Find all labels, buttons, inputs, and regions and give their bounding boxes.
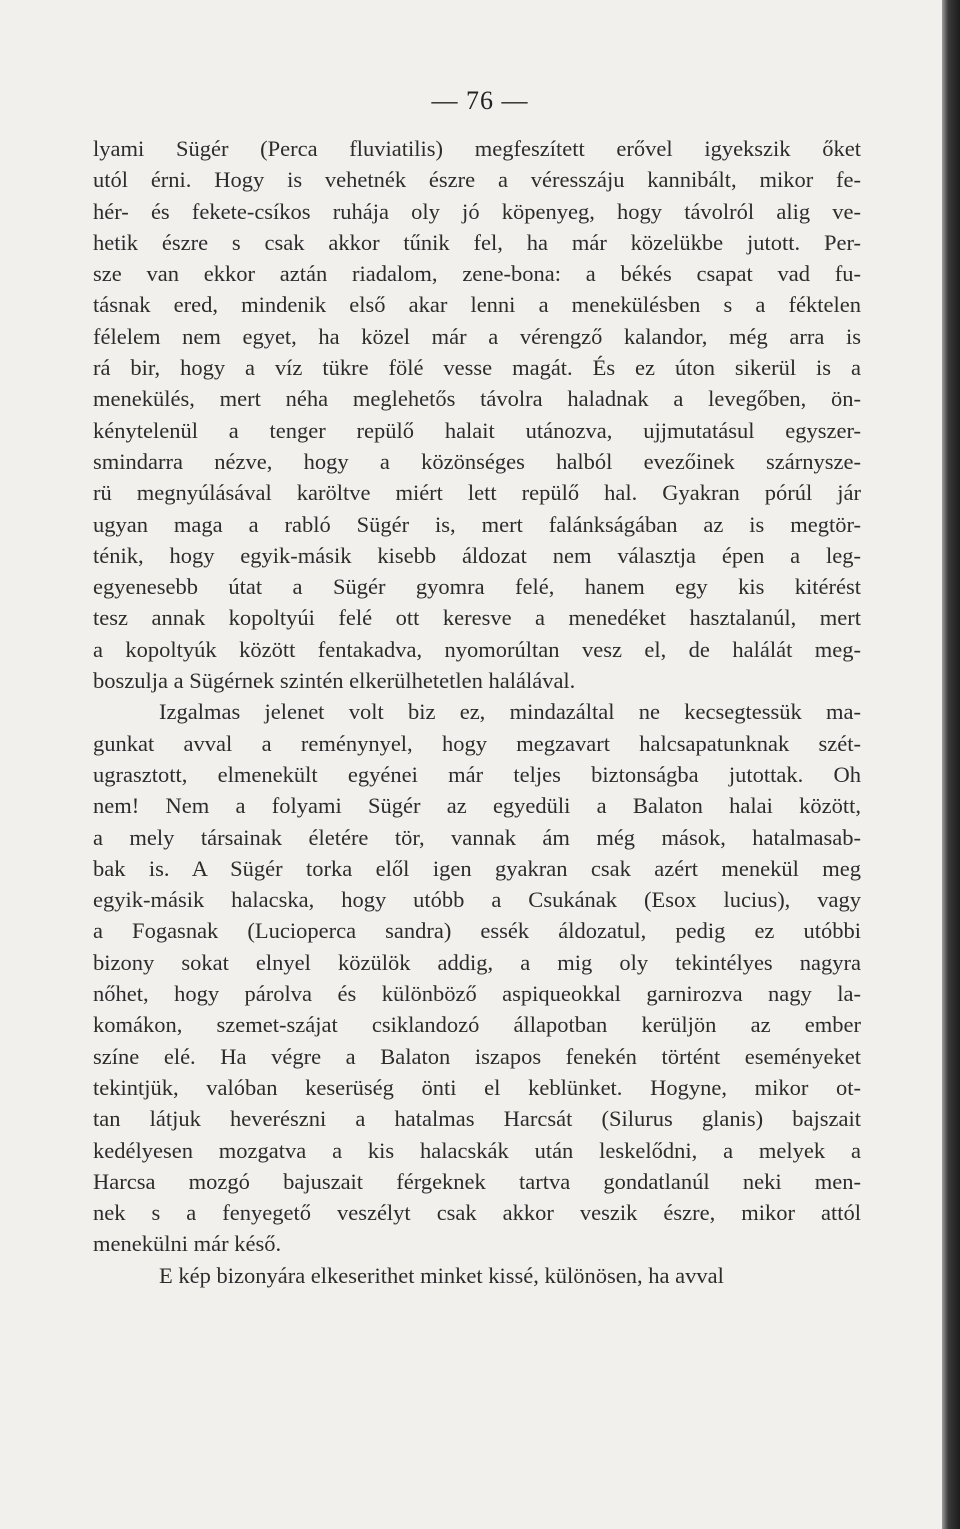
text-line: a Fogasnak (Lucioperca sandra) essék áldozatul, pedig ez utóbbi bbox=[93, 918, 861, 944]
text-line: ugrasztott, elmenekült egyénei már teljes biztonságba jutottak. Oh bbox=[93, 761, 861, 787]
text-line: kedélyesen mozgatva a kis halacskák után leskelődni, a melyek a bbox=[93, 1137, 861, 1163]
text-line: a mely társainak életére tör, vannak ám még mások, hatalmasab- bbox=[93, 824, 861, 850]
text-line: kénytelenül a tenger repülő halait utánozva, ujjmutatásul egyszer- bbox=[93, 417, 861, 443]
text-line: komákon, szemet-szájat csiklandozó állapotban kerüljön az ember bbox=[93, 1012, 861, 1038]
text-line: bizony sokat elnyel közülök addig, a mig oly tekintélyes nagyra bbox=[93, 949, 861, 975]
text-line: menekülés, mert néha meglehetős távolra haladnak a levegőben, ön- bbox=[93, 386, 861, 412]
text-line: tan látjuk heverészni a hatalmas Harcsát (Silurus glanis) bajszait bbox=[93, 1106, 861, 1132]
text-line: tekintjük, valóban keserüség önti el keblünket. Hogyne, mikor ot- bbox=[93, 1074, 861, 1100]
text-line: bak is. A Sügér torka elől igen gyakran csak azért menekül meg bbox=[93, 855, 861, 881]
text-line: színe elé. Ha végre a Balaton iszapos fenekén történt eseményeket bbox=[93, 1043, 861, 1069]
text-line: rá bir, hogy a víz tükre fölé vesse magát. És ez úton sikerül is a bbox=[93, 355, 861, 381]
text-line: a kopoltyúk között fentakadva, nyomorúltan vesz el, de halálát meg- bbox=[93, 636, 861, 662]
text-line: gunkat avval a reménynyel, hogy megzavart halcsapatunknak szét- bbox=[93, 730, 861, 756]
paragraph-end-line: menekülni már késő. bbox=[93, 1231, 282, 1257]
text-line: egyenesebb útat a Sügér gyomra felé, hanem egy kis kitérést bbox=[93, 574, 861, 600]
text-line: smindarra nézve, hogy a közönséges halból evezőinek szárnysze- bbox=[93, 448, 861, 474]
text-line: nek s a fenyegető veszélyt csak akkor veszik észre, mikor attól bbox=[93, 1200, 861, 1226]
text-line: egyik-másik halacska, hogy utóbb a Csukának (Esox lucius), vagy bbox=[93, 887, 861, 913]
body-text bbox=[93, 133, 861, 1291]
scan-edge bbox=[942, 0, 960, 1529]
paragraph-end-line: boszulja a Sügérnek szintén elkerülhetetlen halálával. bbox=[93, 668, 576, 694]
text-line: rü megnyúlásával karöltve miért lett repülő hal. Gyakran pórúl jár bbox=[93, 480, 861, 506]
paragraph-start-line: E kép bizonyára elkeserithet minket kissé, különösen, ha avval bbox=[159, 1262, 724, 1288]
text-line: Harcsa mozgó bajuszait férgeknek tartva gondatlanúl neki men- bbox=[93, 1168, 861, 1194]
page-number: — 76 — bbox=[431, 86, 529, 115]
text-line: tásnak ered, mindenik első akar lenni a menekülésben s a féktelen bbox=[93, 292, 861, 318]
text-line: hetik észre s csak akkor tűnik fel, ha már közelükbe jutott. Per- bbox=[93, 229, 861, 255]
text-line: lyami Sügér (Perca fluviatilis) megfeszített erővel igyekszik őket bbox=[93, 136, 861, 161]
paragraph-start-line: Izgalmas jelenet volt biz ez, mindazáltal ne kecsegtessük ma- bbox=[159, 699, 861, 725]
text-line: ugyan maga a rabló Sügér is, mert falánkságában az is megtör- bbox=[93, 511, 861, 537]
text-line: ténik, hogy egyik-másik kisebb áldozat nem választja épen a leg- bbox=[93, 542, 861, 568]
text-line: hér- és fekete-csíkos ruhája oly jó köpenyeg, hogy távolról alig ve- bbox=[93, 198, 861, 224]
text-line: sze van ekkor aztán riadalom, zene-bona: a békés csapat vad fu- bbox=[93, 261, 861, 287]
text-line: utól érni. Hogy is vehetnék észre a véresszáju kannibált, mikor fe- bbox=[93, 167, 861, 193]
text-line: nem! Nem a folyami Sügér az egyedüli a Balaton halai között, bbox=[93, 793, 861, 819]
text-line: nőhet, hogy párolva és különböző aspiqueokkal garnirozva nagy la- bbox=[93, 981, 861, 1007]
text-line: félelem nem egyet, ha közel már a vérengző kalandor, még arra is bbox=[93, 323, 861, 349]
text-line: tesz annak kopoltyúi felé ott keresve a menedéket hasztalanúl, mert bbox=[93, 605, 861, 631]
